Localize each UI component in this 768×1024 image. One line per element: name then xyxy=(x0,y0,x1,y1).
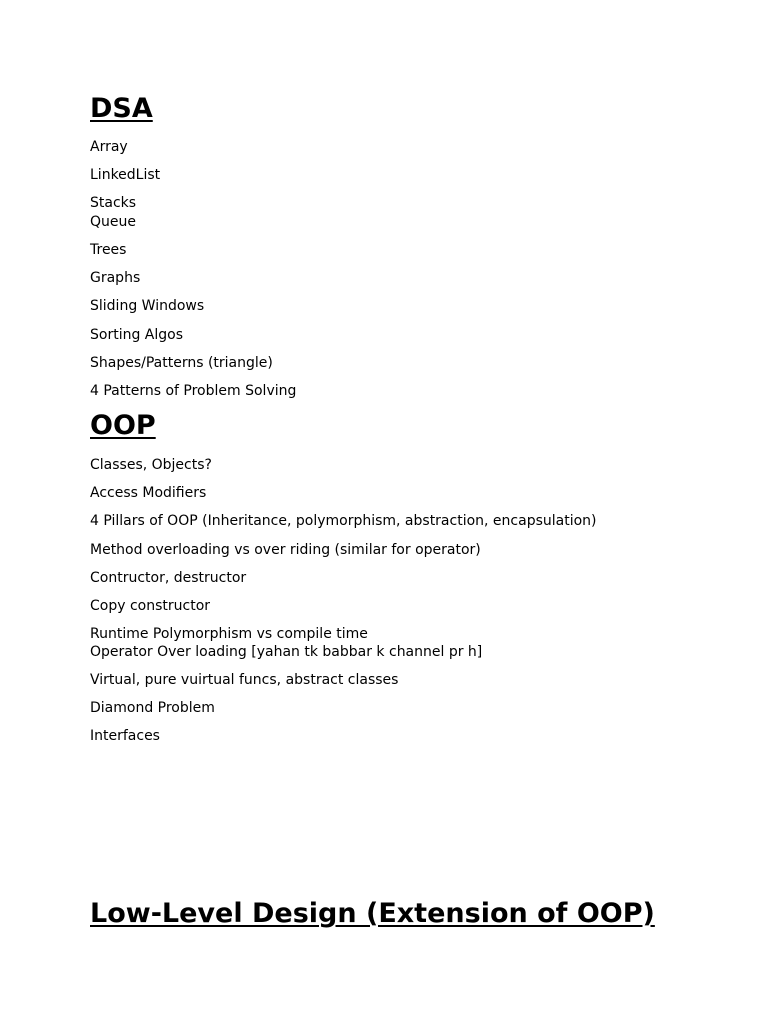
list-item: 4 Pillars of OOP (Inheritance, polymorphism, abstraction, encapsulation) xyxy=(90,513,597,529)
list-item: 4 Patterns of Problem Solving xyxy=(90,383,297,399)
list-item: Copy constructor xyxy=(90,598,211,614)
heading-dsa: DSA xyxy=(90,93,153,124)
list-item: Contructor, destructor xyxy=(90,570,247,586)
list-item: Array xyxy=(90,139,128,155)
list-item: Shapes/Patterns (triangle) xyxy=(90,355,273,371)
list-item: Operator Over loading [yahan tk babbar k channel pr h] xyxy=(90,644,483,660)
list-item: Diamond Problem xyxy=(90,700,215,716)
list-item: LinkedList xyxy=(90,167,161,183)
list-item: Runtime Polymorphism vs compile time xyxy=(90,626,368,642)
heading-oop: OOP xyxy=(90,410,156,441)
list-item: Sorting Algos xyxy=(90,327,184,343)
list-item: Method overloading vs over riding (similar for operator) xyxy=(90,542,481,558)
list-item: Trees xyxy=(90,242,127,258)
list-item: Virtual, pure vuirtual funcs, abstract classes xyxy=(90,672,399,688)
list-item: Access Modifiers xyxy=(90,485,207,501)
list-item: Stacks xyxy=(90,195,137,211)
list-item: Classes, Objects? xyxy=(90,457,212,473)
list-item: Sliding Windows xyxy=(90,298,205,314)
heading-low-level-design: Low-Level Design (Extension of OOP) xyxy=(90,898,655,929)
list-item: Queue xyxy=(90,214,136,230)
list-item: Graphs xyxy=(90,270,141,286)
list-item: Interfaces xyxy=(90,728,160,744)
